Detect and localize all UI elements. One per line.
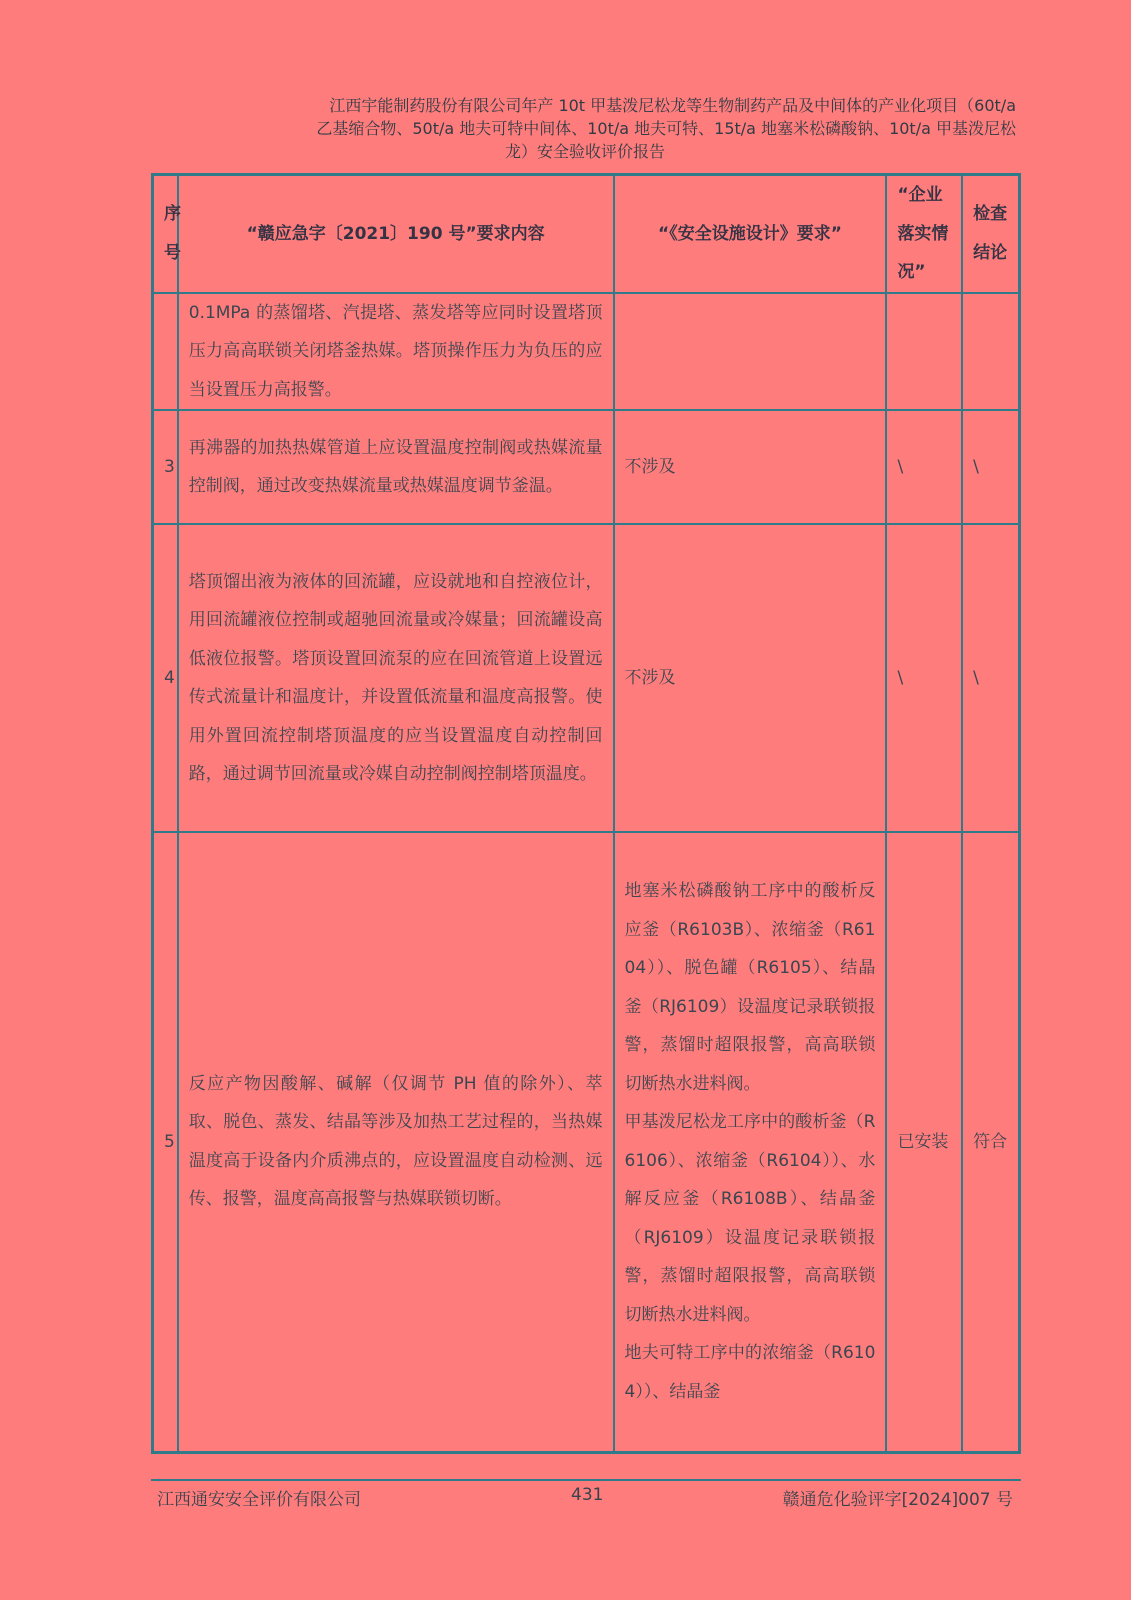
row-requirement: 0.1MPa 的蒸馏塔、汽提塔、蒸发塔等应同时设置塔顶压力高高联锁关闭塔釜热媒。塔顶操作压力为负压的应当设置压力高报警。 bbox=[178, 293, 614, 411]
design-paragraph: 地夫可特工序中的浓缩釜（R6104））、结晶釜 bbox=[624, 1343, 876, 1402]
row-status bbox=[886, 293, 962, 411]
row-seq: 4 bbox=[153, 524, 178, 832]
table-header-row bbox=[153, 175, 1020, 293]
row-result: \ bbox=[962, 410, 1019, 524]
table-row bbox=[153, 410, 1020, 524]
row-design: 不涉及 bbox=[614, 410, 887, 524]
row-status: \ bbox=[886, 524, 962, 832]
table-row bbox=[153, 293, 1020, 411]
table-row bbox=[153, 524, 1020, 832]
design-paragraph: 甲基泼尼松龙工序中的酸析釜（R6106）、浓缩釜（R6104））、水解反应釜（R6108B）、结晶釜（RJ6109）设温度记录联锁报警，蒸馏时超限报警，高高联锁切断热水进料阀。 bbox=[624, 1112, 876, 1325]
header-seq: 序号 bbox=[153, 175, 178, 293]
page-footer bbox=[151, 1479, 1021, 1511]
row-result: \ bbox=[962, 524, 1019, 832]
design-paragraph: 地塞米松磷酸钠工序中的酸析反应釜（R6103B）、浓缩釜（R6104））、脱色罐（R6105）、结晶釜（RJ6109）设温度记录联锁报警，蒸馏时超限报警，高高联锁切断热水进料阀。 bbox=[624, 881, 876, 1094]
report-header bbox=[150, 94, 1020, 163]
row-requirement: 反应产物因酸解、碱解（仅调节 PH 值的除外）、萃取、脱色、蒸发、结晶等涉及加热工艺过程的，当热媒温度高于设备内介质沸点的，应设置温度自动检测、远传、报警，温度高高报警与热媒联锁切断。 bbox=[178, 832, 614, 1452]
row-design bbox=[614, 293, 887, 411]
row-requirement: 再沸器的加热热媒管道上应设置温度控制阀或热媒流量控制阀，通过改变热媒流量或热媒温度调节釜温。 bbox=[178, 410, 614, 524]
footer-doc-number: 赣通危化验评字[2024]007 号 bbox=[782, 1490, 1013, 1510]
footer-company: 江西通安安全评价有限公司 bbox=[157, 1490, 361, 1510]
row-design bbox=[614, 832, 887, 1452]
header-line-1: 江西宇能制药股份有限公司年产 10t 甲基泼尼松龙等生物制药产品及中间体的产业化项目（60t/a bbox=[329, 96, 1016, 115]
row-status: \ bbox=[886, 410, 962, 524]
row-seq: 5 bbox=[153, 832, 178, 1452]
footer-page-number: 431 bbox=[571, 1485, 604, 1505]
header-design: “《安全设施设计》要求” bbox=[614, 175, 887, 293]
header-line-3: 龙）安全验收评价报告 bbox=[504, 142, 665, 161]
row-status: 已安装 bbox=[886, 832, 962, 1452]
row-seq bbox=[153, 293, 178, 411]
row-seq: 3 bbox=[153, 410, 178, 524]
row-design: 不涉及 bbox=[614, 524, 887, 832]
header-requirement: “赣应急字〔2021〕190 号”要求内容 bbox=[178, 175, 614, 293]
header-result: 检查结论 bbox=[962, 175, 1019, 293]
header-status: “企业落实情况” bbox=[886, 175, 962, 293]
inspection-table bbox=[151, 173, 1021, 1454]
table-row bbox=[153, 832, 1020, 1452]
header-line-2: 乙基缩合物、50t/a 地夫可特中间体、10t/a 地夫可特、15t/a 地塞米松磷酸钠、10t/a 甲基泼尼松 bbox=[316, 119, 1016, 138]
row-result bbox=[962, 293, 1019, 411]
row-result: 符合 bbox=[962, 832, 1019, 1452]
row-requirement: 塔顶馏出液为液体的回流罐，应设就地和自控液位计，用回流罐液位控制或超驰回流量或冷媒量；回流罐设高低液位报警。塔顶设置回流泵的应在回流管道上设置远传式流量计和温度计，并设置低流量和温度高报警。使用外置回流控制塔顶温度的应当设置温度自动控制回路，通过调节回流量或冷媒自动控制阀控制塔顶温度。 bbox=[178, 524, 614, 832]
